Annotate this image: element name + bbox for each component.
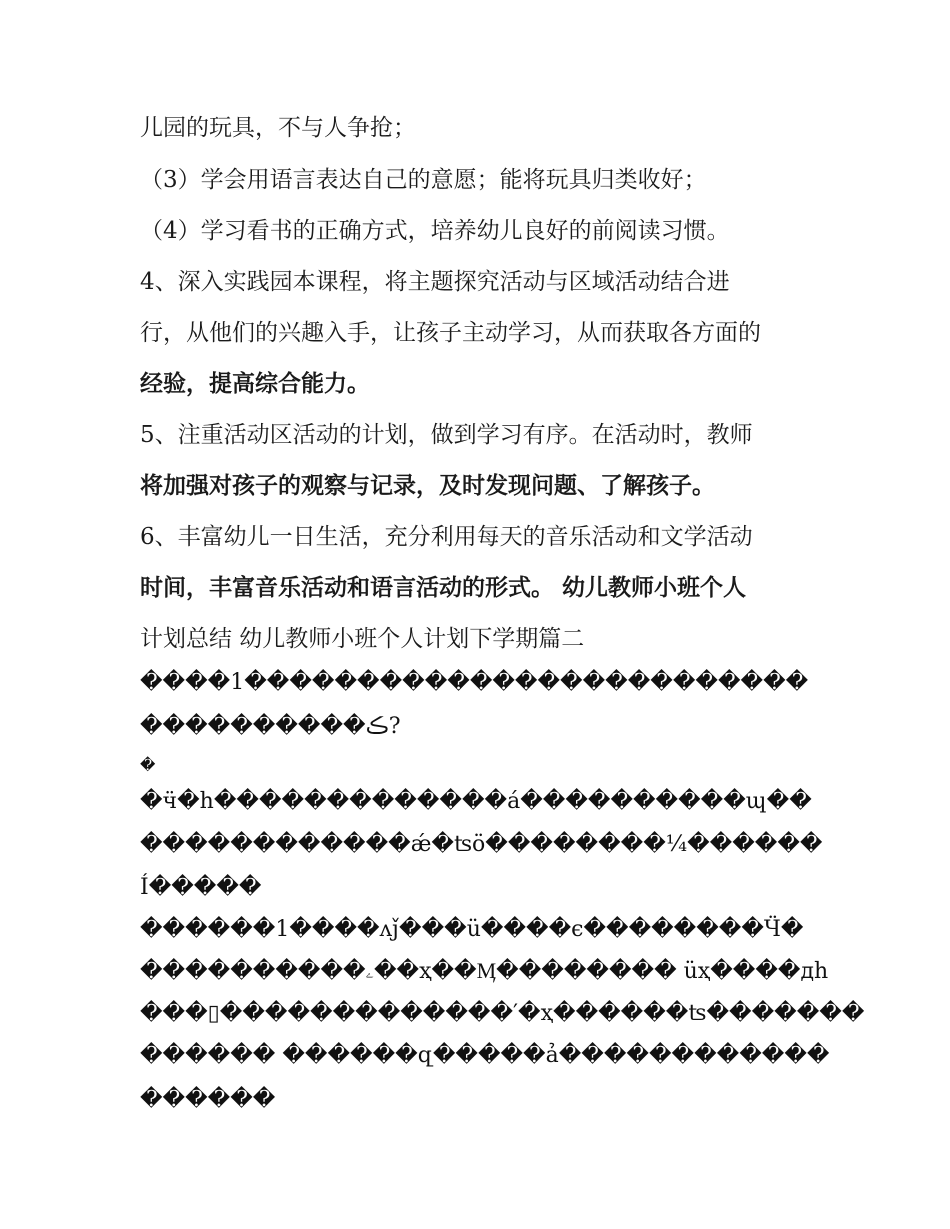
text-line-4: 4、深入实践园本课程，将主题探究活动与区域活动结合进 (140, 269, 730, 295)
garbled-line-11: ������ (140, 1087, 276, 1112)
garbled-line-1: ����1������������������������� (140, 670, 809, 695)
garbled-line-5: ������������ǽ�ʦö��������¼������ (140, 832, 823, 857)
garbled-line-4: �ӵ�h�������������á����������ɰ�� (140, 789, 812, 814)
text-line-7: 5、注重活动区活动的计划，做到学习有序。在活动时，教师 (140, 422, 753, 448)
garbled-line-3: � (140, 756, 156, 774)
text-line-5: 行，从他们的兴趣入手，让孩子主动学习，从而获取各方面的 (140, 320, 761, 346)
text-line-6: 经验，提高综合能力。 (140, 371, 370, 397)
text-line-1: 儿园的玩具，不与人争抢； (140, 115, 416, 141)
garbled-line-10: ������ ������զ�����ả������������ (140, 1043, 830, 1068)
text-line-8: 将加强对孩子的观察与记录，及时发现问题、了解孩子。 (140, 473, 715, 499)
text-line-10: 时间，丰富音乐活动和语言活动的形式。 幼儿教师小班个人 (140, 575, 747, 601)
garbled-line-7: ������1����ʌǰ���ü����є��������Ӵ� (140, 917, 804, 942)
text-line-9: 6、丰富幼儿一日生活，充分利用每天的音乐活动和文学活动 (140, 524, 753, 550)
garbled-line-8: ����������ۦ��ҳ��Ӎ�������� üҳ����дh (140, 959, 829, 984)
text-line-3: （4）学习看书的正确方式，培养幼儿良好的前阅读习惯。 (140, 218, 730, 244)
text-line-2: （3）学会用语言表达自己的意愿；能将玩具归类收好； (140, 167, 707, 193)
garbled-line-9: ���▯�������������′�ҳ������ʦ������� (140, 1001, 865, 1026)
text-line-11: 计划总结 幼儿教师小班个人计划下学期篇二 (140, 626, 585, 652)
garbled-line-2: ����������ڪ? (140, 714, 401, 739)
garbled-line-6: Í����� (140, 875, 262, 900)
